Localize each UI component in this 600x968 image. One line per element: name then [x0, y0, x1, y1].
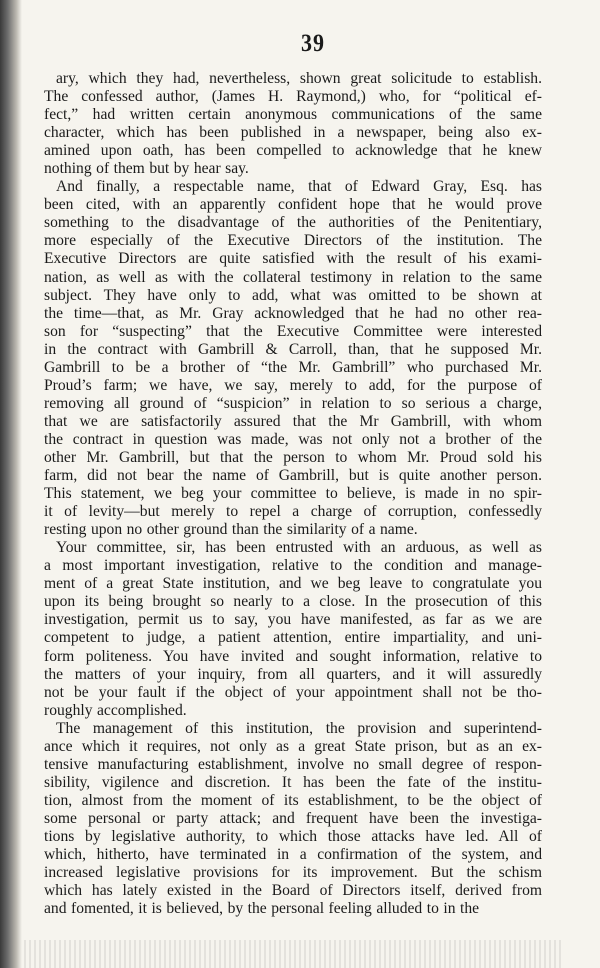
- text-line: The confessed author, (James H. Raymond,) who, for “political ef-: [44, 88, 542, 106]
- text-line: the time—that, as Mr. Gray acknowledged that he had no other rea-: [44, 304, 542, 322]
- paragraph: [44, 178, 542, 539]
- text-line: ment of a great State institution, and we beg leave to congratulate you: [44, 575, 542, 593]
- text-line: increased legislative provisions for its improvement. But the schism: [44, 864, 542, 882]
- text-line: tensive manufacturing establishment, involve no small degree of respon-: [44, 755, 542, 773]
- text-line: Executive Directors are quite satisfied with the result of his exami-: [44, 250, 542, 268]
- text-line: in the contract with Gambrill & Carroll, than, that he supposed Mr.: [44, 340, 542, 358]
- text-line: competent to judge, a patient attention, entire impartiality, and uni-: [44, 629, 542, 647]
- text-line: tions by legislative authority, to which those attacks have led. All of: [44, 827, 542, 845]
- body-text: [44, 70, 542, 918]
- text-line: form politeness. You have invited and sought information, relative to: [44, 647, 542, 665]
- text-line: which has lately existed in the Board of Directors itself, derived from: [44, 882, 542, 900]
- text-line: farm, did not bear the name of Gambrill, but is quite another person.: [44, 467, 542, 485]
- text-line: removing all ground of “suspicion” in relation to so serious a charge,: [44, 394, 542, 412]
- text-line: tion, almost from the moment of its establishment, to be the object of: [44, 791, 542, 809]
- text-line: been cited, with an apparently confident hope that he would prove: [44, 196, 542, 214]
- text-line: investigation, permit us to say, you have manifested, as far as we are: [44, 611, 542, 629]
- text-line: ary, which they had, nevertheless, shown great solicitude to establish.: [56, 70, 542, 87]
- text-line: not be your fault if the object of your appointment shall not be tho-: [44, 683, 542, 701]
- text-line: which, hitherto, have terminated in a confirmation of the system, and: [44, 846, 542, 864]
- text-line: the matters of your inquiry, from all quarters, and it will assuredly: [44, 665, 542, 683]
- paragraph: [44, 70, 542, 178]
- text-line: upon its being brought so nearly to a close. In the prosecution of this: [44, 593, 542, 611]
- text-line: son for “suspecting” that the Executive Committee were interested: [44, 322, 542, 340]
- text-line: nation, as well as with the collateral testimony in relation to the same: [44, 268, 542, 286]
- text-line: that we are satisfactorily assured that the Mr Gambrill, with whom: [44, 412, 542, 430]
- text-line: some personal or party attack; and frequent have been the investiga-: [44, 809, 542, 827]
- text-line: The management of this institution, the provision and superintend-: [56, 719, 542, 737]
- binding-shadow: [0, 0, 22, 968]
- text-line: Your committee, sir, has been entrusted with an arduous, as well as: [56, 539, 542, 557]
- text-line: resting upon no other ground than the similarity of a name.: [44, 521, 418, 539]
- paragraph: [44, 539, 542, 719]
- text-line: sibility, vigilence and discretion. It has been the fate of the institu-: [44, 773, 542, 791]
- text-line: subject. They have only to add, what was omitted to be shown at: [44, 286, 542, 304]
- text-line: nothing of them but by hear say.: [44, 160, 249, 178]
- text-line: Proud’s farm; we have, we say, merely to add, for the purpose of: [44, 376, 542, 394]
- text-line: a most important investigation, relative to the condition and manage-: [44, 557, 542, 575]
- text-line: and fomented, it is believed, by the personal feeling alluded to in the: [44, 900, 480, 918]
- text-line: the contract in question was made, was not only not a brother of the: [44, 430, 542, 448]
- paragraph: [44, 720, 542, 919]
- text-line: fect,” had written certain anonymous communications of the same: [44, 106, 542, 124]
- bottom-smudge: [24, 940, 564, 968]
- text-line: This statement, we beg your committee to believe, is made in no spir-: [44, 485, 542, 503]
- text-line: other Mr. Gambrill, but that the person to whom Mr. Proud sold his: [44, 448, 542, 466]
- text-line: more especially of the Executive Directors of the institution. The: [44, 232, 542, 250]
- page-number: 39: [301, 28, 325, 57]
- text-line: And finally, a respectable name, that of Edward Gray, Esq. has: [56, 178, 542, 196]
- text-line: it of levity—but merely to repel a charge of corruption, confessedly: [44, 503, 542, 521]
- text-line: roughly accomplished.: [44, 701, 187, 719]
- document-page: [44, 30, 542, 918]
- text-line: something to the disadvantage of the authorities of the Penitentiary,: [44, 214, 542, 232]
- text-line: character, which has been published in a newspaper, being also ex-: [44, 124, 542, 142]
- text-line: amined upon oath, has been compelled to acknowledge that he knew: [44, 142, 542, 160]
- text-line: ance which it requires, not only as a great State prison, but as an ex-: [44, 737, 542, 755]
- text-line: Gambrill to be a brother of “the Mr. Gambrill” who purchased Mr.: [44, 358, 542, 376]
